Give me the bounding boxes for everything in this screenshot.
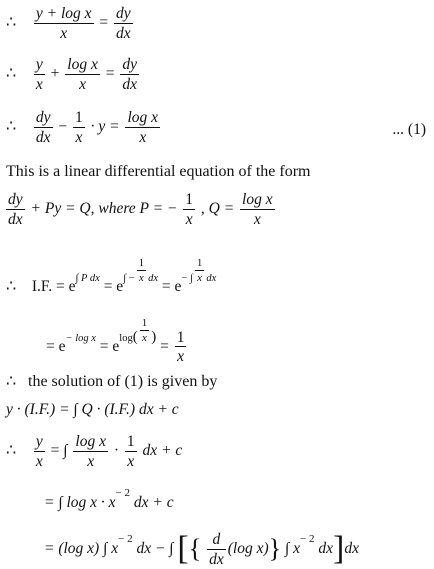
text-line-linear-form: This is a linear differential equation of the form bbox=[6, 163, 311, 180]
therefore-symbol: ∴ bbox=[6, 278, 17, 295]
equation-line-7: = $e^{- log x} = e^{log( \frac{1}{x} )}$ = $\frac{1}{x}$ bbox=[46, 317, 185, 366]
equation-line-12: = (log x) ∫ $x^{- 2}$ dx − ∫ [{ $\frac{d}{dx}$ (log x)} ∫ $x^{- 2}$ dx]dx bbox=[44, 530, 359, 568]
text-line-solution: ∴ the solution of (1) is given by bbox=[6, 373, 218, 390]
equation-line-11: = ∫ $\log x \cdot x^{- 2}$ dx + c bbox=[44, 487, 174, 511]
therefore-symbol: ∴ bbox=[6, 118, 17, 136]
equation-line-10: ∴ $\frac{y}{x}$ = ∫ $\frac{\text{log x}}{x}$ · $\frac{1}{x}$ dx + c bbox=[6, 433, 183, 470]
equation-number: ... (1) bbox=[392, 121, 426, 138]
equation-line-3: ∴ $\frac{dy}{dx}$ − $\frac{1}{x}$ · y = $\frac{\text{log x}}{x}$ ... (1) bbox=[6, 109, 426, 146]
fraction: $\frac{dy}{dx}$ bbox=[116, 5, 131, 42]
equation-line-1: ∴ $\frac{\text{y + log x}}{x}$ = $\frac{dy}{dx}$ bbox=[6, 5, 131, 42]
therefore-symbol: ∴ bbox=[6, 442, 17, 460]
therefore-symbol: ∴ bbox=[6, 373, 17, 390]
equation-line-2: ∴ $\frac{y}{x}$ + $\frac{\text{log x}}{x}$ = $\frac{dy}{dx}$ bbox=[6, 56, 137, 93]
therefore-symbol: ∴ bbox=[6, 14, 17, 32]
equation-line-9: y · (I.F.) = ∫ Q · (I.F.) dx + c bbox=[6, 401, 179, 418]
equation-line-5: $\frac{dy}{dx}$ + Py = Q, where P = − $\frac{1}{x}$ , Q = $\frac{\text{log x}}{x}$ bbox=[8, 191, 273, 228]
fraction: $\frac{\text{y + log x}}{x}$ bbox=[35, 5, 92, 42]
equation-line-6-integrating-factor: ∴ I.F. = $e^{\int P dx} = e^{\int - \frac{1}{x} dx} = e^{- \int \frac{1}{x} dx}$ bbox=[6, 257, 217, 295]
therefore-symbol: ∴ bbox=[6, 65, 17, 83]
